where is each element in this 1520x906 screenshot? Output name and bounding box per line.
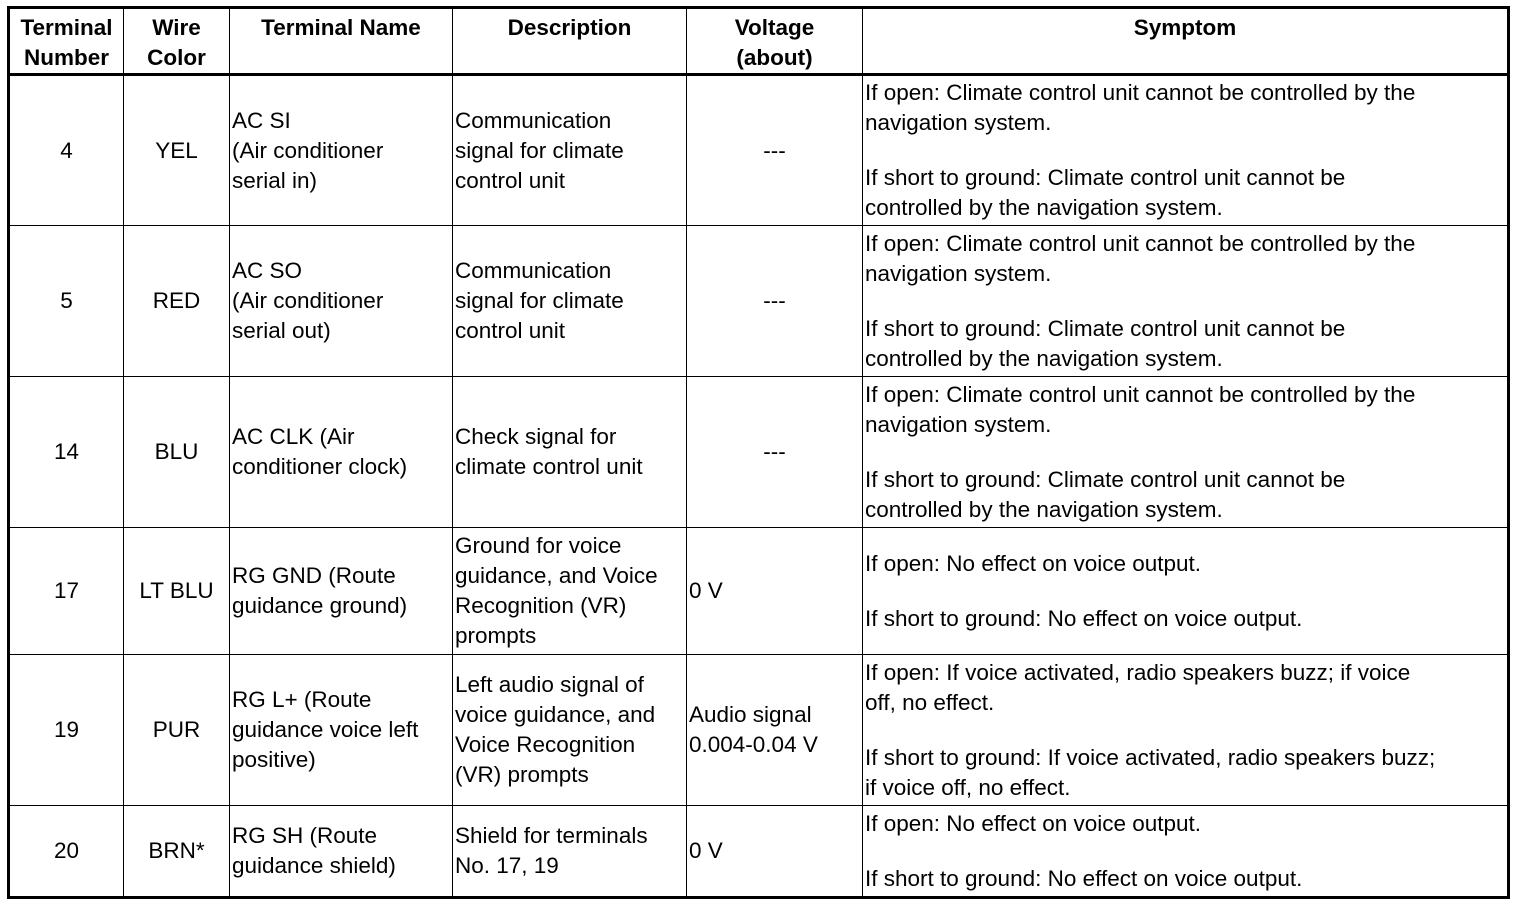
description-cell: Left audio signal of voice guidance, and Voice Recognition (VR) prompts xyxy=(453,655,687,806)
terminal-number-cell: 20 xyxy=(9,806,124,898)
symptom-cell: If open: Climate control unit cannot be controlled by the navigation system. If short to ground: Climate control unit cannot be controlled by the navigation system. xyxy=(863,75,1509,226)
symptom-cell: If open: No effect on voice output. If short to ground: No effect on voice output. xyxy=(863,528,1509,655)
symptom-cell: If open: No effect on voice output. If short to ground: No effect on voice output. xyxy=(863,806,1509,898)
terminal-name-cell: RG L+ (Route guidance voice left positive) xyxy=(230,655,453,806)
header-voltage: Voltage (about) xyxy=(687,8,863,75)
terminal-number-cell: 5 xyxy=(9,226,124,377)
table-row xyxy=(9,377,1509,528)
terminal-table xyxy=(7,6,1510,899)
terminal-number-cell: 19 xyxy=(9,655,124,806)
table-body xyxy=(9,75,1509,898)
voltage-cell: --- xyxy=(687,75,863,226)
voltage-cell: --- xyxy=(687,377,863,528)
terminal-name-cell: AC SO (Air conditioner serial out) xyxy=(230,226,453,377)
terminal-name-cell: AC SI (Air conditioner serial in) xyxy=(230,75,453,226)
description-cell: Check signal for climate control unit xyxy=(453,377,687,528)
symptom-cell: If open: Climate control unit cannot be controlled by the navigation system. If short to ground: Climate control unit cannot be controlled by the navigation system. xyxy=(863,226,1509,377)
terminal-number-cell: 14 xyxy=(9,377,124,528)
voltage-cell: 0 V xyxy=(687,528,863,655)
header-wire-color: Wire Color xyxy=(124,8,230,75)
terminal-number-cell: 17 xyxy=(9,528,124,655)
table-row xyxy=(9,226,1509,377)
header-terminal-number: Terminal Number xyxy=(9,8,124,75)
terminal-name-cell: AC CLK (Air conditioner clock) xyxy=(230,377,453,528)
table-row xyxy=(9,75,1509,226)
description-cell: Ground for voice guidance, and Voice Recognition (VR) prompts xyxy=(453,528,687,655)
voltage-cell: --- xyxy=(687,226,863,377)
symptom-cell: If open: Climate control unit cannot be controlled by the navigation system. If short to ground: Climate control unit cannot be controlled by the navigation system. xyxy=(863,377,1509,528)
terminal-name-cell: RG GND (Route guidance ground) xyxy=(230,528,453,655)
wire-color-cell: RED xyxy=(124,226,230,377)
header-description: Description xyxy=(453,8,687,75)
table-header xyxy=(9,8,1509,75)
header-row xyxy=(9,8,1509,75)
table-row xyxy=(9,528,1509,655)
symptom-cell: If open: If voice activated, radio speakers buzz; if voice off, no effect. If short to ground: If voice activated, radio speakers buzz; if voice off, no effect. xyxy=(863,655,1509,806)
voltage-cell: Audio signal 0.004-0.04 V xyxy=(687,655,863,806)
wire-color-cell: BLU xyxy=(124,377,230,528)
description-cell: Communication signal for climate control unit xyxy=(453,226,687,377)
description-cell: Communication signal for climate control unit xyxy=(453,75,687,226)
header-terminal-name: Terminal Name xyxy=(230,8,453,75)
wire-color-cell: BRN* xyxy=(124,806,230,898)
header-symptom: Symptom xyxy=(863,8,1509,75)
wire-color-cell: LT BLU xyxy=(124,528,230,655)
wire-color-cell: YEL xyxy=(124,75,230,226)
voltage-cell: 0 V xyxy=(687,806,863,898)
terminal-number-cell: 4 xyxy=(9,75,124,226)
table-row xyxy=(9,655,1509,806)
description-cell: Shield for terminals No. 17, 19 xyxy=(453,806,687,898)
terminal-name-cell: RG SH (Route guidance shield) xyxy=(230,806,453,898)
wire-color-cell: PUR xyxy=(124,655,230,806)
table-row xyxy=(9,806,1509,898)
